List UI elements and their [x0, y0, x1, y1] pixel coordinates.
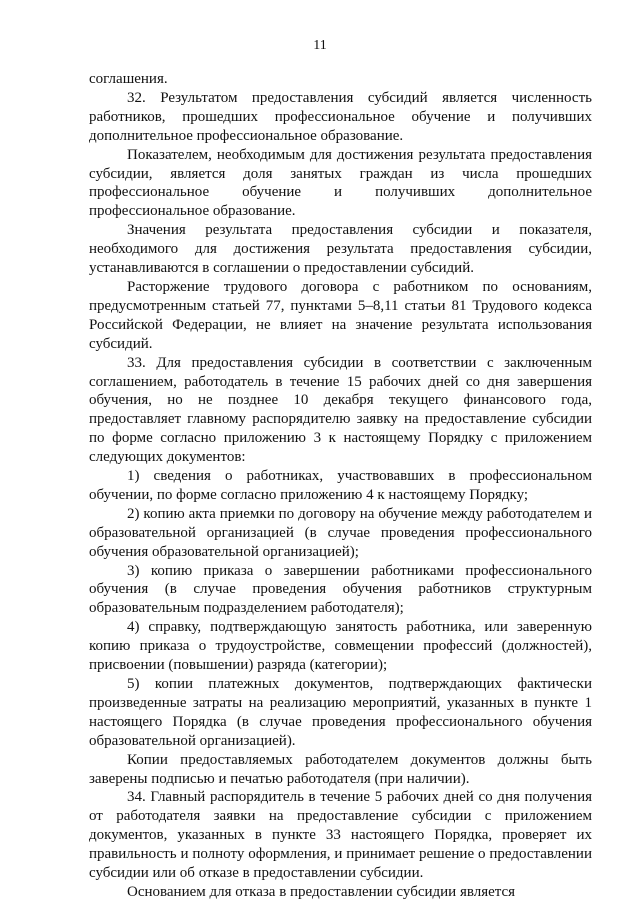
paragraph-item-34: 34. Главный распорядитель в течение 5 рабочих дней со дня получения от работодателя заявки на предоставление субсидии с приложением документов, указанных в пункте 33 настоящего Порядка, проверяет их правильность и полноту оформления, и принимает решение о предоставлении субсидии или об отказе в предоставлении субсидии. — [89, 789, 592, 882]
paragraph: Значения результата предоставления субсидии и показателя, необходимого для достижения результата предоставления субсидии, устанавливаются в соглашении о предоставлении субсидий. — [89, 222, 592, 277]
paragraph: Основанием для отказа в предоставлении субсидии является — [127, 883, 516, 900]
list-item: 5) копии платежных документов, подтверждающих фактически произведенные затраты на реализацию мероприятий, указанных в пункте 1 настоящего Порядка (в случае проведения профессионального обучения образовательной организацией). — [89, 676, 592, 749]
paragraph: Расторжение трудового договора с работником по основаниям, предусмотренным статьей 77, пунктами 5–8,11 статьи 81 Трудового кодекса Российской Федерации, не влияет на значение результата использования субсидий. — [89, 278, 592, 352]
paragraph: Показателем, необходимым для достижения результата предоставления субсидии, является доля занятых граждан из числа прошедших профессиональное обучение и получивших дополнительное профессиональное образование. — [89, 146, 592, 220]
list-item: 1) сведения о работниках, участвовавших в профессиональном обучении, по форме согласно приложению 4 к настоящему Порядку; — [89, 468, 592, 503]
page-number: 11 — [313, 38, 327, 53]
paragraph: Копии предоставляемых работодателем документов должны быть заверены подписью и печатью работодателя (при наличии). — [89, 751, 592, 787]
list-item: 3) копию приказа о завершении работниками профессионального обучения (в случае проведения обучения работников структурным образовательным подразделением работодателя); — [89, 562, 592, 617]
paragraph-item-33: 33. Для предоставления субсидии в соответствии с заключенным соглашением, работодатель в течение 15 рабочих дней со дня завершения обучения, но не позднее 10 декабря текущего финансового года, предоставляет главному распорядителю заявку на предоставление субсидии по форме согласно приложению 3 к настоящему Порядку с приложением следующих документов: — [89, 354, 592, 466]
paragraph-continuation: соглашения. — [89, 71, 168, 87]
list-item: 2) копию акта приемки по договору на обучение между работодателем и образовательной организацией (в случае проведения профессионального обучения образовательной организацией); — [89, 505, 592, 560]
paragraph-item-32: 32. Результатом предоставления субсидий является численность работников, прошедших профессиональное обучение и получивших дополнительное профессиональное образование. — [89, 89, 592, 144]
list-item: 4) справку, подтверждающую занятость работника, или заверенную копию приказа о трудоустройстве, совмещении профессий (должностей), присвоении (повышении) разряда (категории); — [89, 619, 592, 674]
document-body — [89, 70, 592, 902]
